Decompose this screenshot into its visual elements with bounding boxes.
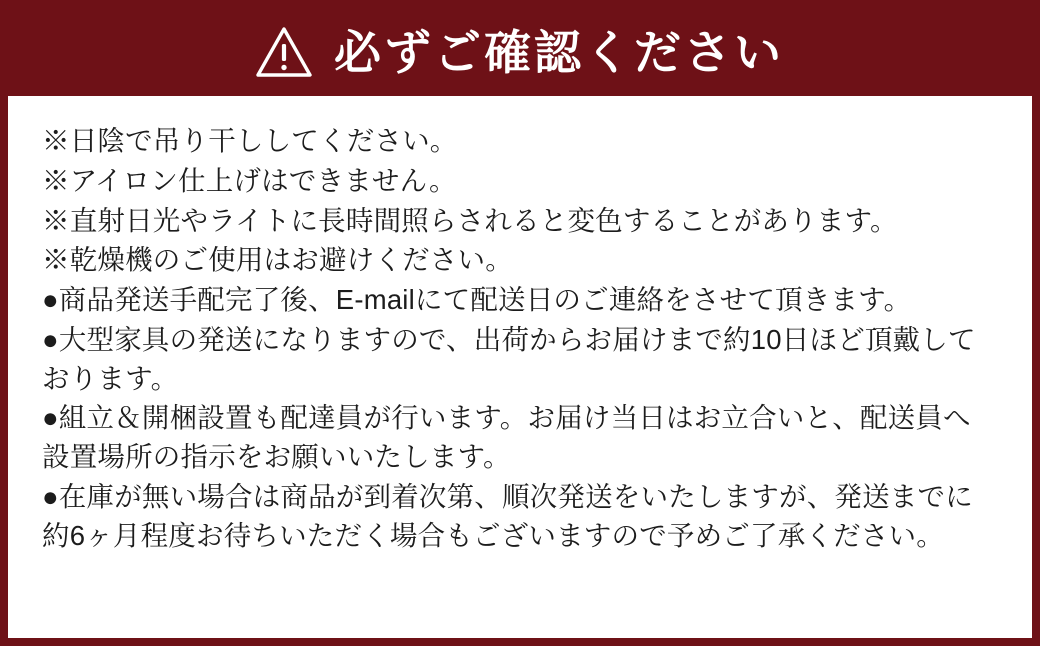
notice-panel [8, 8, 1032, 638]
note-line: ●組立＆開梱設置も配達員が行います。お届け当日はお立合いと、配送員へ設置場所の指示をお願いいたします。 [42, 402, 971, 473]
note-line: ※乾燥機のご使用はお避けください。 [42, 244, 513, 276]
note-line: ※アイロン仕上げはできません。 [42, 164, 457, 196]
notice-body [8, 96, 1032, 638]
note-line: ●在庫が無い場合は商品が到着次第、順次発送をいたしますが、発送までに約6ヶ月程度お待ちいただく場合もございますので予めご了承ください。 [42, 480, 973, 551]
warning-triangle-icon [256, 26, 312, 78]
note-line: ●商品発送手配完了後、E-mailにて配送日のご連絡をさせて頂きます。 [42, 284, 912, 316]
note-line: ※直射日光やライトに長時間照らされると変色することがあります。 [42, 204, 898, 236]
note-line: ※日陰で吊り干ししてください。 [42, 125, 458, 156]
note-line: ●大型家具の発送になりますので、出荷からお届けまで約10日ほど頂戴しております。 [42, 323, 976, 394]
notice-header [8, 8, 1032, 96]
notice-title: 必ずご確認ください [334, 25, 784, 79]
